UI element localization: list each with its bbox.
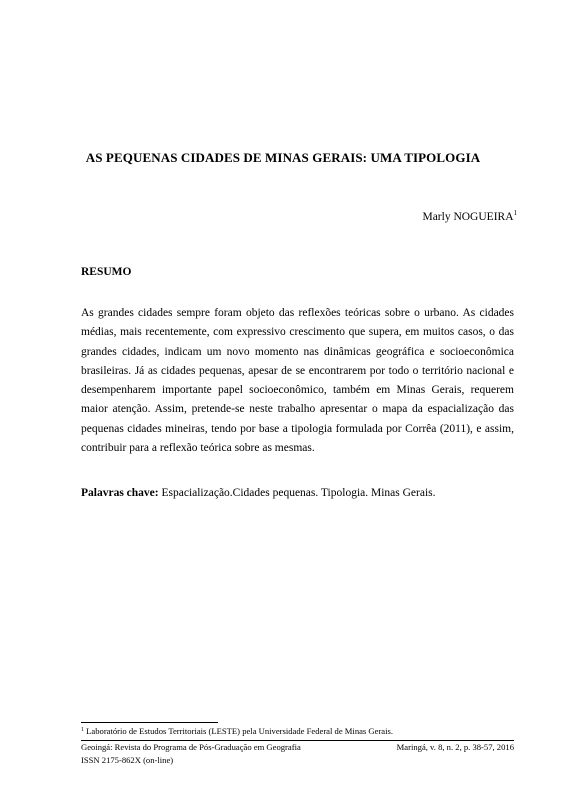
- keywords-text: Espacialização.Cidades pequenas. Tipologia. Minas Gerais.: [161, 487, 436, 499]
- footer-journal: Geoingá: Revista do Programa de Pós-Graduação em Geografia: [81, 742, 301, 752]
- footer-citation: Maringá, v. 8, n. 2, p. 38-57, 2016: [396, 742, 514, 752]
- footnote-mark: 1: [81, 727, 84, 733]
- footnote-text: Laboratório de Estudos Territoriais (LESTE) pela Universidade Federal de Minas Gerais.: [86, 726, 394, 736]
- footnote-separator: [81, 722, 218, 723]
- abstract-heading: RESUMO: [81, 266, 132, 278]
- keywords-line: [81, 487, 514, 499]
- footer-separator: [81, 740, 514, 741]
- author-name: Marly NOGUEIRA: [422, 211, 514, 223]
- paper-title: AS PEQUENAS CIDADES DE MINAS GERAIS: UMA TIPOLOGIA: [85, 150, 481, 165]
- footer-issn: ISSN 2175-862X (on-line): [81, 755, 174, 765]
- author-footnote-mark: 1: [513, 209, 517, 217]
- footnote: [81, 726, 393, 736]
- author-line: [422, 209, 517, 223]
- abstract-text: As grandes cidades sempre foram objeto das reflexões teóricas sobre o urbano. As cidades médias, mais recentemente, com expressivo crescimento que supera, em muitos casos, o das grandes cidades, indicam um novo momento nas dinâmicas geográfica e socioeconômica brasileiras. Já as cidades pequenas, apesar de se encontrarem por todo o território nacional e desempenharem importante papel socioeconômico, também em Minas Gerais, requerem maior atenção. Assim, pretende-se neste trabalho apresentar o mapa da espacialização das pequenas cidades mineiras, tendo por base a tipologia formulada por Corrêa (2011), e assim, contribuir para a reflexão teórica sobre as mesmas.: [81, 307, 514, 455]
- keywords-label: Palavras chave:: [81, 487, 159, 499]
